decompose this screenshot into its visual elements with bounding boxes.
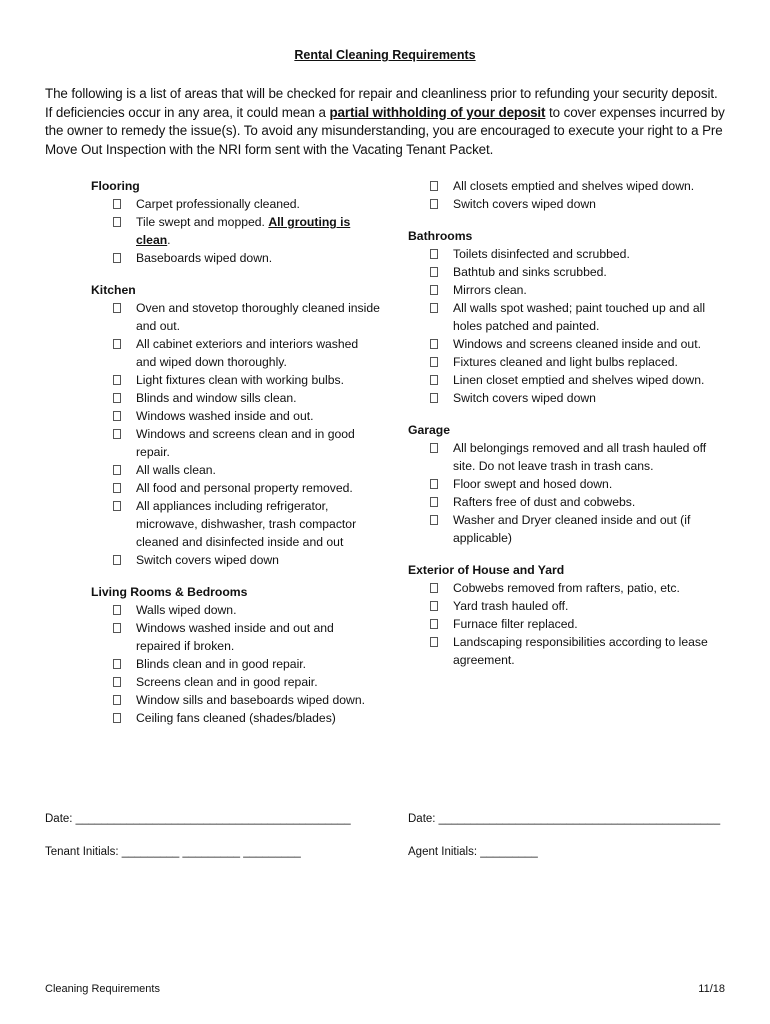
checkbox-icon[interactable] (430, 601, 438, 611)
item-label: Oven and stovetop thoroughly cleaned inside and out. (136, 301, 380, 333)
intro-text-after: to cover expenses incurred by the owner to remedy the issue(s). To avoid any misunderstanding, you are encouraged to execute your right to a Pre Move Out Inspection with the NRI form sent with the Vacating Tenant Packet. (45, 104, 725, 157)
item-label: Rafters free of dust and cobwebs. (453, 495, 636, 509)
checklist-item (428, 511, 708, 547)
left-column (91, 177, 381, 741)
item-label: Bathtub and sinks scrubbed. (453, 265, 607, 279)
item-label: Linen closet emptied and shelves wiped down. (453, 373, 705, 387)
checkbox-icon[interactable] (430, 583, 438, 593)
living-list (91, 601, 381, 727)
checkbox-icon[interactable] (113, 217, 121, 227)
item-label: Blinds clean and in good repair. (136, 657, 307, 671)
checkbox-icon[interactable] (430, 497, 438, 507)
checklist-item (111, 709, 381, 727)
checkbox-icon[interactable] (113, 411, 121, 421)
checkbox-icon[interactable] (430, 249, 438, 259)
checklist-item (428, 597, 708, 615)
item-label: Washer and Dryer cleaned inside and out (if applicable) (453, 513, 691, 545)
item-label: Fixtures cleaned and light bulbs replaced. (453, 355, 678, 369)
checklist-item (111, 335, 381, 371)
intro-paragraph (45, 85, 727, 159)
checkbox-icon[interactable] (113, 659, 121, 669)
kitchen-list (91, 299, 381, 569)
checklist-item (111, 195, 381, 213)
checklist-item (428, 177, 708, 195)
checkbox-icon[interactable] (113, 501, 121, 511)
agent-initials-field[interactable]: Agent Initials: _________ (408, 846, 538, 858)
checkbox-icon[interactable] (113, 253, 121, 263)
item-label: Toilets disinfected and scrubbed. (453, 247, 630, 261)
checkbox-icon[interactable] (430, 199, 438, 209)
checklist-item (111, 601, 381, 619)
checkbox-icon[interactable] (113, 393, 121, 403)
checklist-item (111, 497, 381, 551)
checklist-item (428, 615, 708, 633)
section-title-bathrooms: Bathrooms (408, 229, 473, 243)
item-label: Cobwebs removed from rafters, patio, etc. (453, 581, 680, 595)
section-exterior (408, 561, 708, 669)
item-label-end: . (167, 233, 171, 247)
checkbox-icon[interactable] (430, 637, 438, 647)
checklist-item (111, 619, 381, 655)
agent-date-field[interactable]: Date: ____________________________________________ (408, 813, 721, 825)
checkbox-icon[interactable] (430, 181, 438, 191)
checkbox-icon[interactable] (430, 619, 438, 629)
checkbox-icon[interactable] (430, 357, 438, 367)
checklist-item (428, 263, 708, 281)
checklist-item (111, 407, 381, 425)
item-label: Yard trash hauled off. (453, 599, 569, 613)
checklist-item (428, 633, 708, 669)
item-label: Baseboards wiped down. (136, 251, 273, 265)
checklist-item (428, 579, 708, 597)
item-label: Switch covers wiped down (136, 553, 279, 567)
item-label: Blinds and window sills clean. (136, 391, 297, 405)
item-label: Windows and screens clean and in good repair. (136, 427, 355, 459)
bathrooms-list (408, 245, 708, 407)
item-label-main: Tile swept and mopped. (136, 215, 269, 229)
checkbox-icon[interactable] (430, 285, 438, 295)
checkbox-icon[interactable] (113, 429, 121, 439)
right-column (408, 177, 708, 683)
page-title: Rental Cleaning Requirements (294, 48, 476, 62)
checkbox-icon[interactable] (113, 695, 121, 705)
item-label-emphasis: All grouting is clean (136, 215, 351, 247)
checklist-item (111, 673, 381, 691)
checklist-item (428, 475, 708, 493)
item-label (136, 215, 350, 247)
section-garage (408, 421, 708, 547)
checkbox-icon[interactable] (113, 199, 121, 209)
section-living-rooms-bedrooms (91, 583, 381, 727)
item-label: All food and personal property removed. (136, 481, 353, 495)
item-label: Switch covers wiped down (453, 391, 596, 405)
checklist-item (428, 371, 708, 389)
checkbox-icon[interactable] (430, 515, 438, 525)
item-label: Furnace filter replaced. (453, 617, 578, 631)
checklist-item (111, 213, 381, 249)
section-flooring (91, 177, 381, 267)
section-continued (408, 177, 708, 213)
item-label: Switch covers wiped down (453, 197, 596, 211)
checkbox-icon[interactable] (113, 605, 121, 615)
section-title-kitchen: Kitchen (91, 283, 136, 297)
item-label: All closets emptied and shelves wiped down. (453, 179, 695, 193)
item-label: Screens clean and in good repair. (136, 675, 318, 689)
checklist-item (428, 245, 708, 263)
checklist-item (111, 479, 381, 497)
section-bathrooms (408, 227, 708, 407)
item-label: All walls clean. (136, 463, 216, 477)
checklist-item (428, 195, 708, 213)
item-label: All belongings removed and all trash hauled off site. Do not leave trash in trash cans. (453, 441, 707, 473)
checklist-item (111, 551, 381, 569)
section-title-flooring: Flooring (91, 179, 140, 193)
checkbox-icon[interactable] (430, 303, 438, 313)
item-label: Windows washed inside and out and repaired if broken. (136, 621, 334, 653)
checkbox-icon[interactable] (430, 479, 438, 489)
checklist-item (111, 655, 381, 673)
section-title-living: Living Rooms & Bedrooms (91, 585, 248, 599)
footer-date: 11/18 (698, 983, 725, 995)
section-title-exterior: Exterior of House and Yard (408, 563, 565, 577)
checkbox-icon[interactable] (430, 339, 438, 349)
garage-list (408, 439, 708, 547)
item-label: All appliances including refrigerator, microwave, dishwasher, trash compactor cleaned and disinfected inside and out (136, 499, 357, 549)
checkbox-icon[interactable] (113, 303, 121, 313)
item-label: Landscaping responsibilities according to lease agreement. (453, 635, 708, 667)
section-title-garage: Garage (408, 423, 451, 437)
item-label: All walls spot washed; paint touched up and all holes patched and painted. (453, 301, 706, 333)
exterior-list (408, 579, 708, 669)
section-kitchen (91, 281, 381, 569)
item-label: Windows washed inside and out. (136, 409, 314, 423)
item-label: Floor swept and hosed down. (453, 477, 613, 491)
tenant-initials-field[interactable]: Tenant Initials: _________ _________ _________ (45, 846, 301, 858)
checklist-item (428, 335, 708, 353)
item-label: Walls wiped down. (136, 603, 237, 617)
checkbox-icon[interactable] (113, 483, 121, 493)
checkbox-icon[interactable] (113, 555, 121, 565)
checkbox-icon[interactable] (430, 267, 438, 277)
footer-title: Cleaning Requirements (45, 983, 160, 995)
checklist-item (111, 371, 381, 389)
checkbox-icon[interactable] (113, 339, 121, 349)
checklist-item (111, 249, 381, 267)
checkbox-icon[interactable] (113, 713, 121, 723)
item-label: All cabinet exteriors and interiors washed and wiped down thoroughly. (136, 337, 359, 369)
checklist-item (428, 353, 708, 371)
item-label: Mirrors clean. (453, 283, 527, 297)
checkbox-icon[interactable] (113, 677, 121, 687)
checkbox-icon[interactable] (430, 375, 438, 385)
item-label: Window sills and baseboards wiped down. (136, 693, 365, 707)
continued-list (408, 177, 708, 213)
checklist-item (428, 493, 708, 511)
checklist-item (428, 281, 708, 299)
checklist-item (111, 389, 381, 407)
checklist-item (111, 299, 381, 335)
item-label: Ceiling fans cleaned (shades/blades) (136, 711, 336, 725)
tenant-date-field[interactable]: Date: ___________________________________________ (45, 813, 351, 825)
intro-text-before: The following is a list of areas that will be checked for repair and cleanliness prior to refunding your security deposit. If deficiencies occur in any area, it could mean a (45, 86, 718, 120)
item-label: Windows and screens cleaned inside and out. (453, 337, 701, 351)
checkbox-icon[interactable] (430, 393, 438, 403)
checkbox-icon[interactable] (113, 375, 121, 385)
checklist-item (111, 461, 381, 479)
checklist-item (428, 389, 708, 407)
item-label: Light fixtures clean with working bulbs. (136, 373, 344, 387)
checkbox-icon[interactable] (430, 443, 438, 453)
checkbox-icon[interactable] (113, 623, 121, 633)
checklist-item (428, 299, 708, 335)
checklist-item (428, 439, 708, 475)
checklist-item (111, 691, 381, 709)
item-label: Carpet professionally cleaned. (136, 197, 300, 211)
checkbox-icon[interactable] (113, 465, 121, 475)
checklist-item (111, 425, 381, 461)
intro-emphasis: partial withholding of your deposit (329, 104, 546, 120)
